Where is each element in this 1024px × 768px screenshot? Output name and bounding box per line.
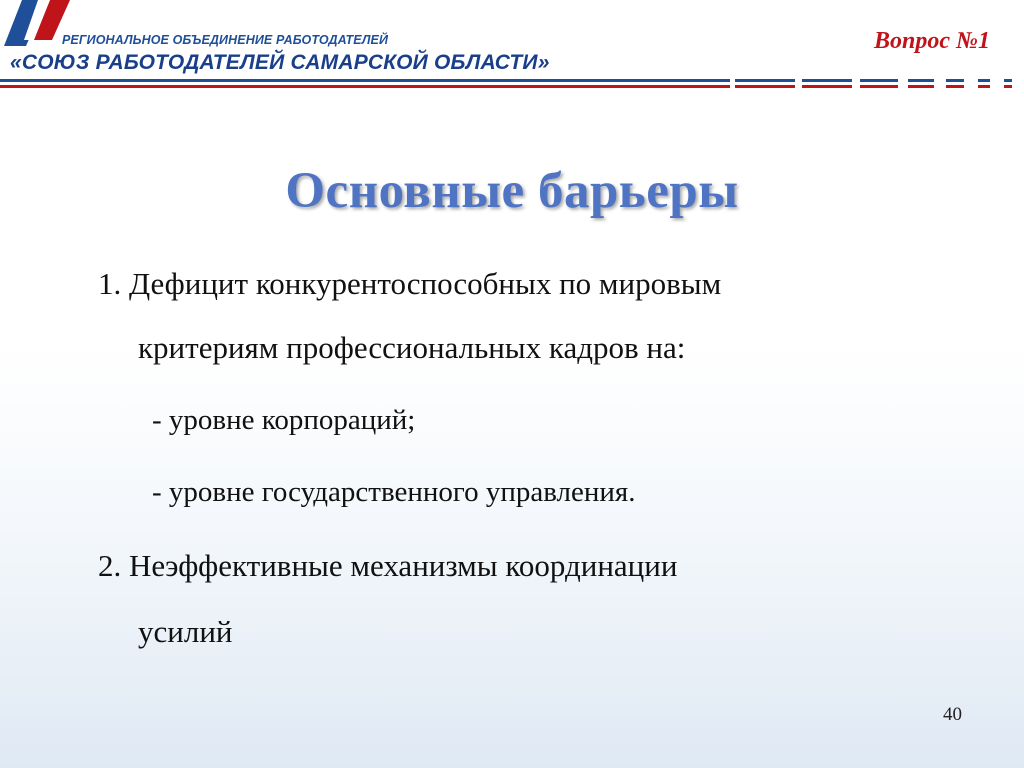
item-1-line-1: 1. Дефицит конкурентоспособных по мировым — [98, 266, 722, 301]
slide-header — [0, 0, 1024, 110]
item-1-line-2: критериям профессиональных кадров на: — [138, 330, 686, 365]
sub-item-government: - уровне государственного управления. — [152, 476, 636, 508]
org-name: «СОЮЗ РАБОТОДАТЕЛЕЙ САМАРСКОЙ ОБЛАСТИ» — [10, 51, 550, 74]
header-stripe — [0, 78, 1024, 92]
slide-title: Основные барьеры — [285, 163, 739, 219]
page-number: 40 — [943, 704, 962, 725]
union-logo-icon — [0, 0, 80, 56]
item-2-line-2: усилий — [138, 614, 233, 649]
item-2-line-1: 2. Неэффективные механизмы координации — [98, 548, 678, 583]
org-subtitle: РЕГИОНАЛЬНОЕ ОБЪЕДИНЕНИЕ РАБОТОДАТЕЛЕЙ — [62, 33, 389, 47]
question-label: Вопрос №1 — [874, 28, 990, 54]
sub-item-corporations: - уровне корпораций; — [152, 404, 416, 436]
